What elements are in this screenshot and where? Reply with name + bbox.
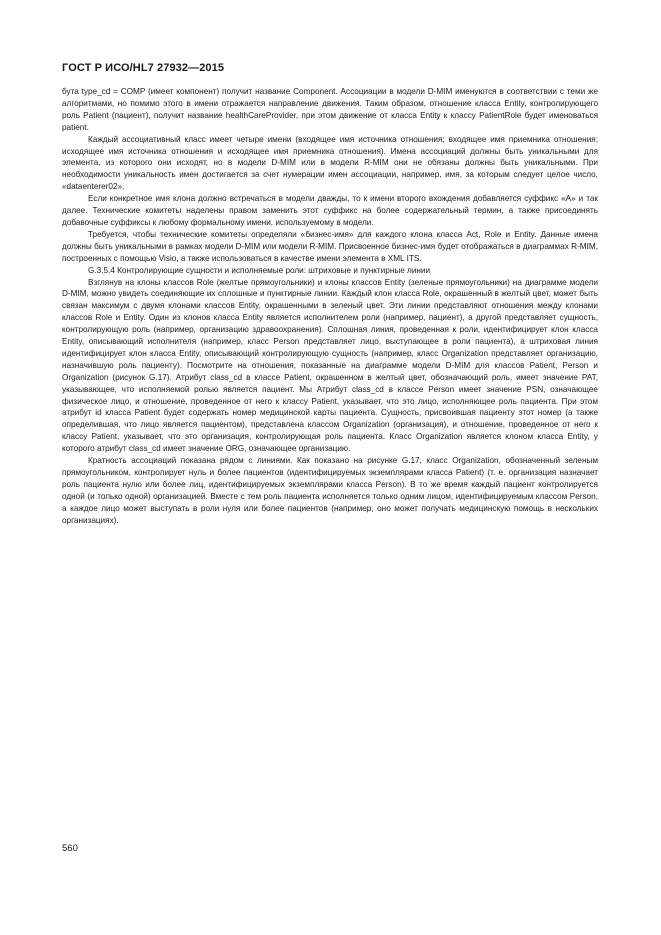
section-heading: G.3.5.4 Контролирующие сущности и исполняемые роли: штриховые и пунктирные линии bbox=[88, 265, 431, 275]
paragraph: Каждый ассоциативный класс имеет четыре имени (входящее имя источника отношения; входящее имя приемника отношения; исходящее имя источника отношения и исходящее имя приемника отношения). Имена ассоциаций должны быть уникальными для элемента, из которого они исходят, но в модели D-MIM или в модели R-MIM они не обязаны должны быть уникальными. При необходимости уникальность имен достигается за счет нумерации имен ассоциации, например, имя, за которым следует целое число, «dataenterer02». bbox=[62, 134, 598, 192]
paragraph: Взглянув на клоны классов Role (желтые прямоугольники) и клоны классов Entity (зеленые прямоугольники) на диаграмме модели D-MIM, можно увидеть соединяющие их сплошные и пунктирные линии. Каждый клон класса Role, окрашенный в желтый цвет, может быть связан максимум с двумя клонами классов Entity, окрашенными в зеленый цвет. Эти линии представляют отношения между клонами классов Role и Entity. Один из клонов класса Entity является исполнителем роли (например, пациент), а другой представляет сущность, контролирующую роль (например, организацию здравоохранения). Сплошная линия, проведенная к роли, идентифицирует клон класса Entity, описывающий исполнителя (например, класс Person представляет лицо, выступающее в роли пациента), а штриховая линия идентифицирует клон класса Entity, описывающий контролирующую сущность (например, класс Organization представляет организацию, назначившую роль пациенту). Посмотрите на отношения, показанные на диаграмме модели D-MIM для классов Patient, Person и Organization (рисунок G.17). Атрибут class_cd в классе Patient, окрашенном в желтый цвет, обозначающий роль, имеет значение PAT, указывающее, что исполняемой ролью является пациент. Мы Атрибут class_cd в классе Person имеет значение PSN, означающее физическое лицо, и отношение, проведенное от него к классу Patient, указывает, что это лицо, исполняющее роль пациента. При этом атрибут id класса Patient будет содержать номер медицинской карты пациента. Сущность, присвоившая пациенту этот номер (а также определившая, что лицо является пациентом), представлена классом Organization (организация), и отношение, проведенное от него к классу Patient, указывает, что это организация, контролирующая роль пациента. Класс Organization является клоном класса Entity, у которого атрибут class_cd имеет значение ORG, означающее организацию. bbox=[62, 277, 598, 454]
paragraph: Кратность ассоциаций показана рядом с линиями. Как показано на рисунке G.17, класс Organization, обозначенный зеленым прямоугольником, контролирует нуль и более пациентов (идентифицируемых экземплярами класса Patient) (т. е. организация назначает роль пациента нулю или более лиц, идентифицируемых экземплярами класса Person). В то же время каждый пациент контролируется одной (и только одной) организацией. Вместе с тем роль пациента исполняется только одним лицом, идентифицируемым классом Person, а каждое лицо может выступать в роли нуля или более пациентов (например, оно может получать медицинскую помощь в нескольких организациях). bbox=[62, 456, 598, 525]
document-body bbox=[62, 86, 598, 527]
page-number: 560 bbox=[62, 843, 78, 854]
paragraph: Требуется, чтобы технические комитеты определяли «бизнес-имя» для каждого клона класса Act, Role и Entity. Данные имена должны быть уникальными в рамках модели D-MIM или модели R-MIM. Присвоенное бизнес-имя будет отображаться в диаграммах R-MIM, построенных с помощью Visio, а также использоваться в качестве имени элемента в XML ITS. bbox=[62, 229, 598, 263]
document-header: ГОСТ Р ИСО/HL7 27932—2015 bbox=[62, 62, 225, 74]
paragraph: Если конкретное имя клона должно встречаться в модели дважды, то к имени второго вхождения добавляется суффикс «А» и так далее. Технические комитеты наделены правом заменить этот суффикс на более содержательный термин, а также присоединять добавочные суффиксы к любому формальному имени, используемому в модели. bbox=[62, 194, 598, 227]
paragraph: бута type_cd = COMP (имеет компонент) получит название Component. Ассоциации в модели D-MIM именуются в соответствии с теми же алгоритмами, но помимо этого в имени отражается направление движения. Таким образом, отношение класса Entity, контролирующего роль Patient (пациент), получит название healthCareProvider, при этом движение от класса Entity к классу PatientRole будет именоваться patient. bbox=[62, 87, 598, 132]
